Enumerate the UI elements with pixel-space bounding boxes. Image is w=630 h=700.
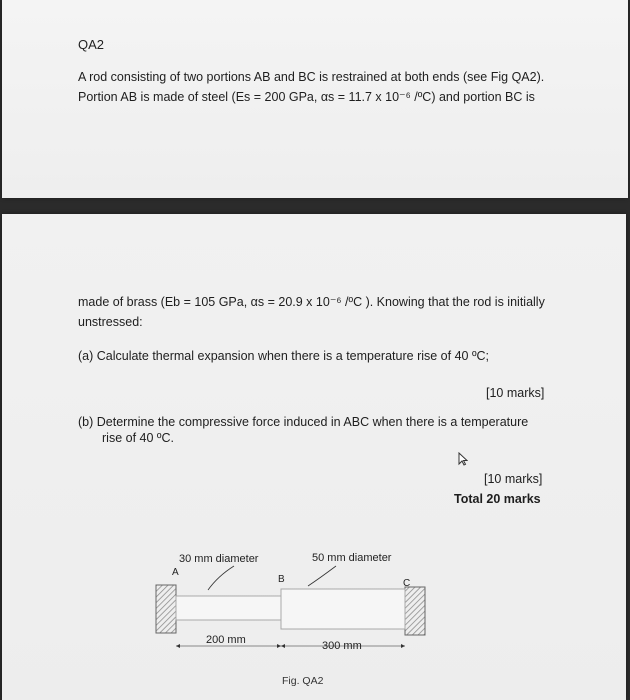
part-b-marks: [10 marks] (484, 472, 543, 486)
question-text-line-1: A rod consisting of two portions AB and BC is restrained at both ends (see Fig QA2). (78, 70, 545, 84)
question-text-line-2: Portion AB is made of steel (Es = 200 GPa, αs = 11.7 x 10⁻⁶ /ºC) and portion BC is (78, 90, 535, 104)
label-ab-diameter: 30 mm diameter (179, 553, 259, 565)
part-b-question-line-1: (b) Determine the compressive force induced in ABC when there is a temperature (78, 415, 529, 429)
rod-portion-bc (281, 589, 405, 629)
part-a-question: (a) Calculate thermal expansion when there is a temperature rise of 40 ºC; (78, 349, 490, 363)
part-b-question-line-2: rise of 40 ºC. (102, 431, 174, 445)
label-bc-diameter: 50 mm diameter (312, 552, 392, 564)
length-bc-label: 300 mm (322, 640, 362, 652)
question-text-line-4: unstressed: (78, 315, 143, 329)
figure-qa2 (148, 548, 448, 693)
rod-portion-ab (176, 596, 281, 620)
arrowhead-a (176, 644, 180, 648)
arrowhead-b-left (277, 644, 281, 648)
point-a-label: A (172, 567, 179, 578)
left-fixed-support (156, 585, 176, 633)
question-text-line-3: made of brass (Eb = 105 GPa, αs = 20.9 x 10⁻⁶ /ºC ). Knowing that the rod is initially (78, 295, 545, 309)
total-marks: Total 20 marks (454, 492, 541, 506)
diameter-bc-pointer (308, 566, 336, 586)
length-ab-label: 200 mm (206, 634, 246, 646)
part-a-marks: [10 marks] (486, 386, 545, 400)
figure-caption: Fig. QA2 (282, 675, 324, 687)
diameter-ab-pointer (208, 566, 234, 590)
arrowhead-c (401, 644, 405, 648)
mouse-cursor-icon (458, 452, 468, 466)
question-id: QA2 (78, 37, 105, 52)
point-b-label: B (278, 574, 285, 585)
arrowhead-b-right (281, 644, 285, 648)
right-fixed-support (405, 587, 425, 635)
point-c-label: C (403, 578, 411, 589)
